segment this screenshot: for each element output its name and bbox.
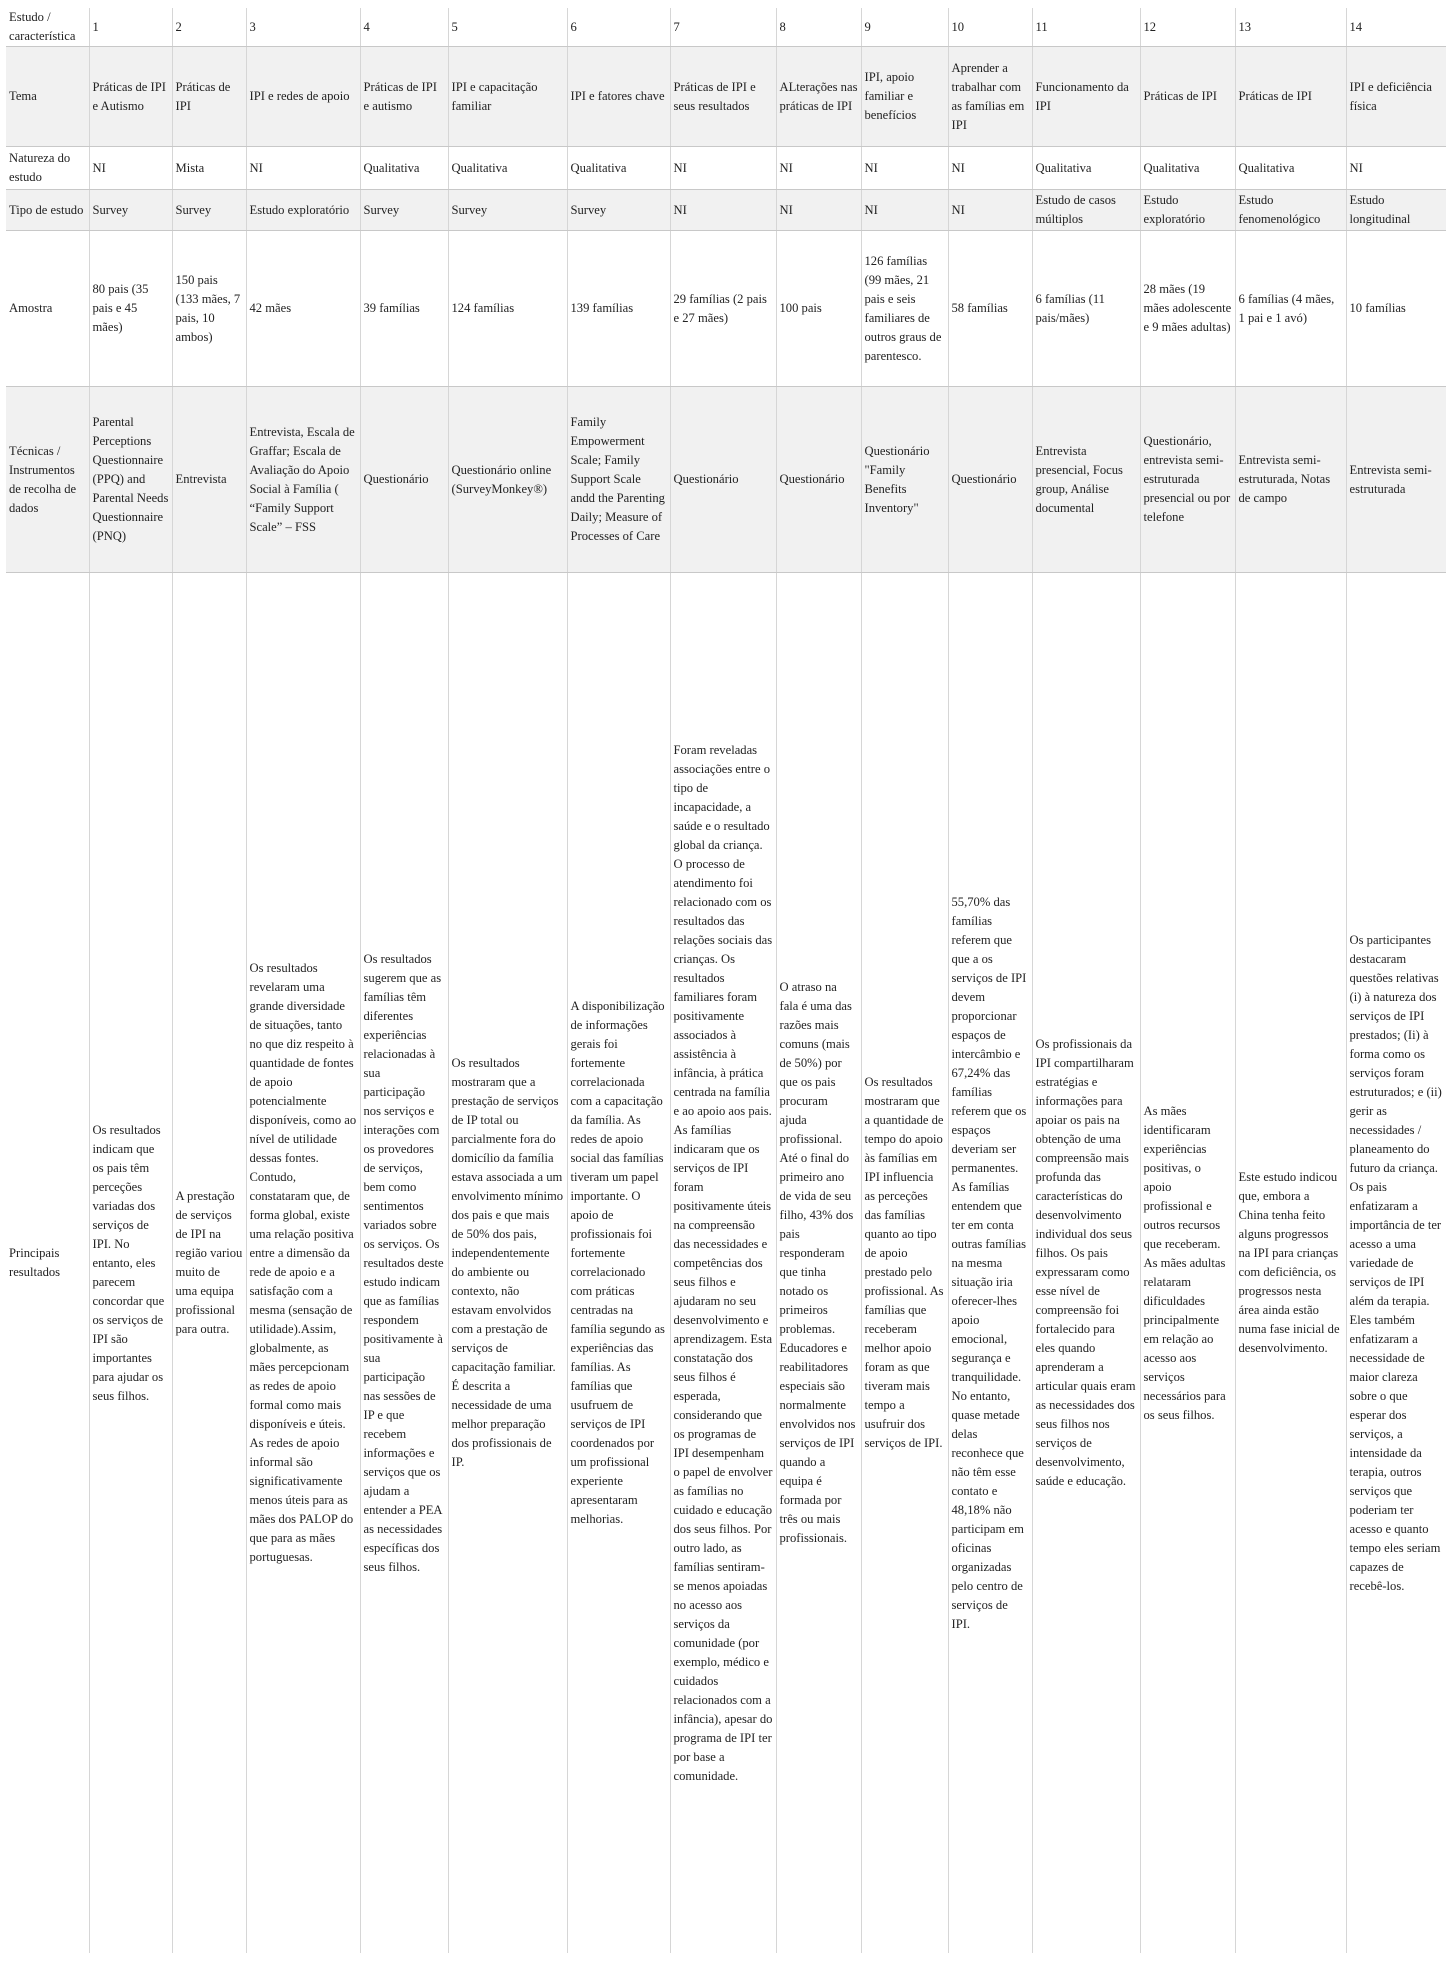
cell-amostra-study-4: 39 famílias xyxy=(360,231,448,387)
cell-amostra-study-12: 28 mães (19 mães adolescente e 9 mães adultas) xyxy=(1140,231,1235,387)
cell-natureza-study-3: NI xyxy=(246,147,360,190)
cell-tipo-study-10: NI xyxy=(948,190,1032,231)
cell-tecnicas-study-14: Entrevista semi-estruturada xyxy=(1346,387,1446,573)
cell-tecnicas-study-6: Family Empowerment Scale; Family Support Scale andd the Parenting Daily; Measure of Processes of Care xyxy=(567,387,670,573)
row-label-tema: Tema xyxy=(6,47,89,147)
cell-tipo-study-6: Survey xyxy=(567,190,670,231)
cell-resultados-study-2: A prestação de serviços de IPI na região variou muito de uma equipa profissional para outra. xyxy=(172,573,246,1954)
row-label-amostra: Amostra xyxy=(6,231,89,387)
cell-amostra-study-10: 58 famílias xyxy=(948,231,1032,387)
cell-amostra-study-13: 6 famílias (4 mães, 1 pai e 1 avó) xyxy=(1235,231,1346,387)
cell-tema-study-10: Aprender a trabalhar com as famílias em IPI xyxy=(948,47,1032,147)
cell-resultados-study-9: Os resultados mostraram que a quantidade de tempo do apoio às famílias em IPI influencia as perceções das famílias quanto ao tipo de apoio prestado pelo profissional. As famílias que receberam melhor apoio foram as que tiveram mais tempo a usufruir dos serviços de IPI. xyxy=(861,573,948,1954)
cell-tipo-study-12: Estudo exploratório xyxy=(1140,190,1235,231)
table-header-row xyxy=(6,8,1446,47)
cell-natureza-study-7: NI xyxy=(670,147,776,190)
cell-tipo-study-13: Estudo fenomenológico xyxy=(1235,190,1346,231)
cell-amostra-study-5: 124 famílias xyxy=(448,231,567,387)
cell-tecnicas-study-13: Entrevista semi-estruturada, Notas de campo xyxy=(1235,387,1346,573)
cell-tecnicas-study-10: Questionário xyxy=(948,387,1032,573)
cell-tema-study-6: IPI e fatores chave xyxy=(567,47,670,147)
table-row-tecnicas xyxy=(6,387,1446,573)
cell-amostra-study-7: 29 famílias (2 pais e 27 mães) xyxy=(670,231,776,387)
study-number-4: 4 xyxy=(360,8,448,47)
cell-tema-study-8: ALterações nas práticas de IPI xyxy=(776,47,861,147)
cell-resultados-study-3: Os resultados revelaram uma grande diversidade de situações, tanto no que diz respeito à quantidade de fontes de apoio potencialmente disponíveis, como ao nível de utilidade dessas fontes. Contudo, constataram que, de forma global, existe uma relação positiva entre a dimensão da rede de apoio e a satisfação com a mesma (sensação de utilidade).Assim, globalmente, as mães percepcionam as redes de apoio formal como mais disponíveis e úteis. As redes de apoio informal são significativamente menos úteis para as mães dos PALOP do que para as mães portuguesas. xyxy=(246,573,360,1954)
row-label-resultados: Principais resultados xyxy=(9,1246,61,1279)
studies-table xyxy=(6,8,1446,1953)
study-number-1: 1 xyxy=(89,8,172,47)
cell-natureza-study-1: NI xyxy=(89,147,172,190)
cell-natureza-study-9: NI xyxy=(861,147,948,190)
study-number-13: 13 xyxy=(1235,8,1346,47)
cell-amostra-study-6: 139 famílias xyxy=(567,231,670,387)
cell-tema-study-13: Práticas de IPI xyxy=(1235,47,1346,147)
cell-amostra-study-14: 10 famílias xyxy=(1346,231,1446,387)
cell-tecnicas-study-5: Questionário online (SurveyMonkey®) xyxy=(448,387,567,573)
row-label-natureza: Natureza do estudo xyxy=(6,147,89,190)
cell-natureza-study-8: NI xyxy=(776,147,861,190)
cell-tema-study-3: IPI e redes de apoio xyxy=(246,47,360,147)
cell-natureza-study-10: NI xyxy=(948,147,1032,190)
cell-resultados-study-14: Os participantes destacaram questões relativas (i) à natureza dos serviços de IPI prestados; (Ii) à forma como os serviços foram estruturados; e (ii) gerir as necessidades / planeamento do futuro da criança. Os pais enfatizaram a importância de ter acesso a uma variedade de serviços de IPI além da terapia. Eles também enfatizaram a necessidade de maior clareza sobre o que esperar dos serviços, a intensidade da terapia, outros serviços que poderiam ter acesso e quanto tempo eles seriam capazes de recebê-los. xyxy=(1346,573,1446,1954)
cell-natureza-study-2: Mista xyxy=(172,147,246,190)
cell-tema-study-9: IPI, apoio familiar e benefícios xyxy=(861,47,948,147)
cell-resultados-study-5: Os resultados mostraram que a prestação de serviços de IP total ou parcialmente fora do domicílio da família estava associada a um envolvimento mínimo dos pais e que mais de 50% dos pais, independentemente do ambiente ou contexto, não estavam envolvidos com a prestação de serviços de capacitação familiar. É descrita a necessidade de uma melhor preparação dos profissionais de IP. xyxy=(448,573,567,1954)
cell-tema-study-11: Funcionamento da IPI xyxy=(1032,47,1140,147)
study-number-12: 12 xyxy=(1140,8,1235,47)
cell-amostra-study-11: 6 famílias (11 pais/mães) xyxy=(1032,231,1140,387)
study-number-2: 2 xyxy=(172,8,246,47)
cell-natureza-study-13: Qualitativa xyxy=(1235,147,1346,190)
cell-amostra-study-3: 42 mães xyxy=(246,231,360,387)
cell-resultados-study-7: Foram reveladas associações entre o tipo de incapacidade, a saúde e o resultado global da criança. O processo de atendimento foi relacionado com os resultados das relações sociais das crianças. Os resultados familiares foram positivamente associados à assistência à infância, à prática centrada na família e ao apoio aos pais. As famílias indicaram que os serviços de IPI foram positivamente úteis na compreensão das necessidades e competências dos seus filhos e ajudaram no seu desenvolvimento e aprendizagem. Esta constatação dos seus filhos é esperada, considerando que os programas de IPI desempenham o papel de envolver as famílias no cuidado e educação dos seus filhos. Por outro lado, as famílias sentiram-se menos apoiadas no acesso aos serviços da comunidade (por exemplo, médico e cuidados relacionados com a infância), apesar do programa de IPI ter por base a comunidade. xyxy=(670,573,776,1954)
cell-tipo-study-14: Estudo longitudinal xyxy=(1346,190,1446,231)
study-number-8: 8 xyxy=(776,8,861,47)
cell-tecnicas-study-9: Questionário "Family Benefits Inventory" xyxy=(861,387,948,573)
cell-amostra-study-9: 126 famílias (99 mães, 21 pais e seis familiares de outros graus de parentesco. xyxy=(861,231,948,387)
cell-tecnicas-study-1: Parental Perceptions Questionnaire (PPQ) and Parental Needs Questionnaire (PNQ) xyxy=(89,387,172,573)
table-row-tipo xyxy=(6,190,1446,231)
cell-natureza-study-11: Qualitativa xyxy=(1032,147,1140,190)
cell-resultados-study-4: Os resultados sugerem que as famílias têm diferentes experiências relacionadas à sua participação nos serviços e interações com os provedores de serviços, bem como sentimentos variados sobre os serviços. Os resultados deste estudo indicam que as famílias respondem positivamente à sua participação nas sessões de IP e que recebem informações e serviços que os ajudam a entender a PEA as necessidades específicas dos seus filhos. xyxy=(360,573,448,1954)
study-number-14: 14 xyxy=(1346,8,1446,47)
cell-resultados-study-6: A disponibilização de informações gerais foi fortemente correlacionada com a capacitação da família. As redes de apoio social das famílias tiveram um papel importante. O apoio de profissionais foi fortemente correlacionado com práticas centradas na família segundo as experiências das famílias. As famílias que usufruem de serviços de IPI coordenados por um profissional experiente apresentaram melhorias. xyxy=(567,573,670,1954)
cell-tipo-study-1: Survey xyxy=(89,190,172,231)
study-number-10: 10 xyxy=(948,8,1032,47)
cell-resultados-study-1: Os resultados indicam que os pais têm perceções variadas dos serviços de IPI. No entanto, eles parecem concordar que os serviços de IPI são importantes para ajudar os seus filhos. xyxy=(89,573,172,1954)
cell-tecnicas-study-2: Entrevista xyxy=(172,387,246,573)
cell-resultados-study-13: Este estudo indicou que, embora a China tenha feito alguns progressos na IPI para crianças com deficiência, os progressos nesta área ainda estão numa fase inicial de desenvolvimento. xyxy=(1235,573,1346,1954)
cell-resultados-study-11: Os profissionais da IPI compartilharam estratégias e informações para apoiar os pais na obtenção de uma compreensão mais profunda das características do desenvolvimento individual dos seus filhos. Os pais expressaram como esse nível de compreensão foi fortalecido para eles quando aprenderam a articular quais eram as necessidades dos seus filhos nos serviços de desenvolvimento, saúde e educação. xyxy=(1032,573,1140,1954)
cell-tipo-study-4: Survey xyxy=(360,190,448,231)
cell-natureza-study-5: Qualitativa xyxy=(448,147,567,190)
cell-tipo-study-7: NI xyxy=(670,190,776,231)
cell-tema-study-7: Práticas de IPI e seus resultados xyxy=(670,47,776,147)
cell-tecnicas-study-4: Questionário xyxy=(360,387,448,573)
cell-tipo-study-9: NI xyxy=(861,190,948,231)
cell-resultados-study-10: 55,70% das famílias referem que que a os serviços de IPI devem proporcionar espaços de intercâmbio e 67,24% das famílias referem que os espaços deveriam ser permanentes. As famílias entendem que ter em conta outras famílias na mesma situação iria oferecer-lhes apoio emocional, segurança e tranquilidade. No entanto, quase metade delas reconhece que não têm esse contato e 48,18% não participam em oficinas organizadas pelo centro de serviços de IPI. xyxy=(948,573,1032,1954)
study-number-7: 7 xyxy=(670,8,776,47)
cell-tipo-study-5: Survey xyxy=(448,190,567,231)
cell-amostra-study-1: 80 pais (35 pais e 45 mães) xyxy=(89,231,172,387)
cell-tecnicas-study-8: Questionário xyxy=(776,387,861,573)
cell-tema-study-5: IPI e capacitação familiar xyxy=(448,47,567,147)
study-number-6: 6 xyxy=(567,8,670,47)
table-row-resultados xyxy=(6,573,1446,1954)
cell-resultados-study-12: As mães identificaram experiências positivas, o apoio profissional e outros recursos que receberam. As mães adultas relataram dificuldades principalmente em relação ao acesso aos serviços necessários para os seus filhos. xyxy=(1140,573,1235,1954)
table-row-natureza xyxy=(6,147,1446,190)
cell-natureza-study-6: Qualitativa xyxy=(567,147,670,190)
cell-tecnicas-study-3: Entrevista, Escala de Graffar; Escala de Avaliação do Apoio Social à Família ( “Family Support Scale” – FSS xyxy=(246,387,360,573)
study-number-3: 3 xyxy=(246,8,360,47)
cell-amostra-study-8: 100 pais xyxy=(776,231,861,387)
header-label: Estudo / característica xyxy=(6,8,89,47)
table-row-amostra xyxy=(6,231,1446,387)
study-number-11: 11 xyxy=(1032,8,1140,47)
cell-natureza-study-4: Qualitativa xyxy=(360,147,448,190)
cell-tecnicas-study-7: Questionário xyxy=(670,387,776,573)
row-label-tecnicas: Técnicas / Instrumentos de recolha de dados xyxy=(6,387,89,573)
row-label-tipo: Tipo de estudo xyxy=(6,190,89,231)
cell-tecnicas-study-12: Questionário, entrevista semi-estruturada presencial ou por telefone xyxy=(1140,387,1235,573)
cell-tipo-study-3: Estudo exploratório xyxy=(246,190,360,231)
cell-tema-study-1: Práticas de IPI e Autismo xyxy=(89,47,172,147)
study-number-5: 5 xyxy=(448,8,567,47)
study-number-9: 9 xyxy=(861,8,948,47)
cell-tema-study-14: IPI e deficiência física xyxy=(1346,47,1446,147)
cell-tema-study-12: Práticas de IPI xyxy=(1140,47,1235,147)
cell-tipo-study-2: Survey xyxy=(172,190,246,231)
cell-tipo-study-8: NI xyxy=(776,190,861,231)
cell-amostra-study-2: 150 pais (133 mães, 7 pais, 10 ambos) xyxy=(172,231,246,387)
table-row-tema xyxy=(6,47,1446,147)
cell-natureza-study-14: NI xyxy=(1346,147,1446,190)
cell-tema-study-4: Práticas de IPI e autismo xyxy=(360,47,448,147)
cell-tipo-study-11: Estudo de casos múltiplos xyxy=(1032,190,1140,231)
cell-natureza-study-12: Qualitativa xyxy=(1140,147,1235,190)
cell-tema-study-2: Práticas de IPI xyxy=(172,47,246,147)
cell-resultados-study-8: O atraso na fala é uma das razões mais comuns (mais de 50%) por que os pais procuram ajuda profissional. Até o final do primeiro ano de vida de seu filho, 43% dos pais responderam que tinha notado os primeiros problemas. Educadores e reabilitadores especiais são normalmente envolvidos nos serviços de IPI quando a equipa é formada por três ou mais profissionais. xyxy=(776,573,861,1954)
cell-tecnicas-study-11: Entrevista presencial, Focus group, Análise documental xyxy=(1032,387,1140,573)
